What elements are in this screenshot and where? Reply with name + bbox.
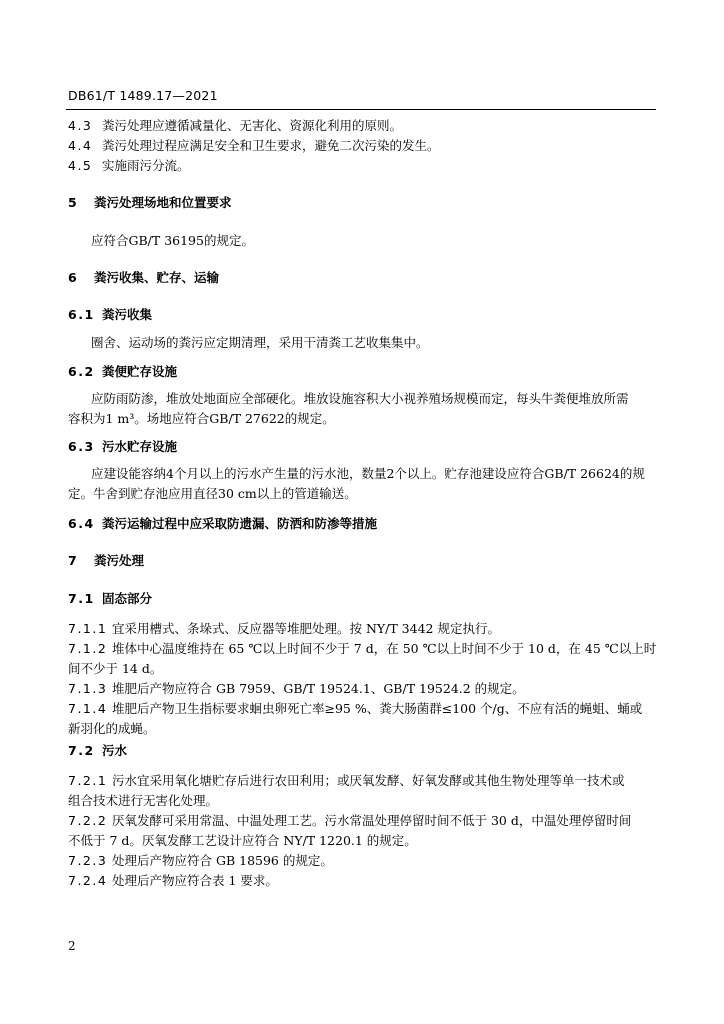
subsection-6-2-heading <box>68 362 658 382</box>
subsection-title: 粪便贮存设施 <box>102 364 178 379</box>
clause-text: 堆体中心温度维持在 65 ℃以上时间不少于 7 d，在 50 ℃以上时间不少于 10 d，在 45 ℃以上时 <box>112 641 657 656</box>
clause-number: 7.1.3 <box>68 681 108 696</box>
subsection-title: 粪污收集 <box>102 307 153 322</box>
clause-7-2-3 <box>68 851 658 871</box>
subsection-6-1-heading <box>68 305 658 325</box>
clause-text: 粪污处理过程应满足安全和卫生要求，避免二次污染的发生。 <box>102 138 440 153</box>
clause-text: 宜采用槽式、条垛式、反应器等堆肥处理。按 NY/T 3442 规定执行。 <box>112 621 500 636</box>
section-title: 粪污处理场地和位置要求 <box>94 195 232 210</box>
section-6-heading <box>68 268 658 288</box>
clause-number: 7.1.1 <box>68 621 108 636</box>
clause-7-2-1-continuation: 组合技术进行无害化处理。 <box>68 793 219 808</box>
clause-7-2-1 <box>68 771 658 791</box>
subsection-number: 7.1 <box>68 591 95 606</box>
section-5-body: 应符合GB/T 36195的规定。 <box>91 233 254 248</box>
clause-7-2-2 <box>68 811 658 831</box>
subsection-number: 6.1 <box>68 307 95 322</box>
clause-text: 处理后产物应符合 GB 18596 的规定。 <box>112 853 333 868</box>
clause-number: 7.2.2 <box>68 813 108 828</box>
header-rule <box>66 109 656 110</box>
subsection-number: 6.2 <box>68 364 95 379</box>
section-title: 粪污处理 <box>94 553 145 568</box>
clause-7-1-4 <box>68 699 658 719</box>
subsection-6-2-body-line1: 应防雨防渗，堆放处地面应全部硬化。堆放设施容积大小视养殖场规模而定，每头牛粪便堆放所需 <box>91 391 629 406</box>
subsection-6-3-heading <box>68 437 658 457</box>
clause-number: 4.5 <box>68 158 93 173</box>
clause-number: 4.4 <box>68 138 93 153</box>
subsection-title: 污水贮存设施 <box>102 439 178 454</box>
clause-number: 7.2.3 <box>68 853 108 868</box>
document-code: DB61/T 1489.17—2021 <box>68 88 218 103</box>
clause-number: 7.2.1 <box>68 773 108 788</box>
subsection-7-2-heading <box>68 741 658 761</box>
subsection-6-3-body-line2: 定。牛舍到贮存池应用直径30 cm以上的管道输送。 <box>68 486 357 501</box>
subsection-6-4-heading <box>68 514 658 534</box>
clause-text: 堆肥后产物卫生指标要求蛔虫卵死亡率≥95 %、粪大肠菌群≤100 个/g、不应有活的蝇蛆、蛹或 <box>112 701 643 716</box>
clause-text: 粪污处理应遵循减量化、无害化、资源化利用的原则。 <box>102 118 403 133</box>
clause-7-1-1 <box>68 619 658 639</box>
subsection-title: 污水 <box>102 743 128 758</box>
subsection-title: 固态部分 <box>102 591 153 606</box>
clause-7-1-4-continuation: 新羽化的成蝇。 <box>68 721 156 736</box>
section-number: 5 <box>68 195 79 210</box>
clause-number: 7.1.2 <box>68 641 108 656</box>
section-title: 粪污收集、贮存、运输 <box>94 270 220 285</box>
section-7-heading <box>68 551 658 571</box>
section-number: 7 <box>68 553 79 568</box>
clause-4-3 <box>68 116 658 136</box>
subsection-6-3-body-line1: 应建设能容纳4个月以上的污水产生量的污水池，数量2个以上。贮存池建设应符合GB/T 26624的规 <box>91 466 645 481</box>
section-number: 6 <box>68 270 79 285</box>
subsection-number: 6.4 <box>68 516 95 531</box>
clause-4-5 <box>68 156 658 176</box>
clause-7-2-4 <box>68 871 658 891</box>
clause-7-1-2-continuation: 间不少于 14 d。 <box>68 661 163 676</box>
clause-7-1-3 <box>68 679 658 699</box>
clause-text: 实施雨污分流。 <box>102 158 190 173</box>
clause-text: 堆肥后产物应符合 GB 7959、GB/T 19524.1、GB/T 19524.2 的规定。 <box>112 681 525 696</box>
clause-number: 7.2.4 <box>68 873 108 888</box>
subsection-7-1-heading <box>68 589 658 609</box>
subsection-title: 粪污运输过程中应采取防遗漏、防洒和防渗等措施 <box>102 516 378 531</box>
clause-7-1-2 <box>68 639 658 659</box>
clause-number: 4.3 <box>68 118 93 133</box>
subsection-6-2-body-line2: 容积为1 m³。场地应符合GB/T 27622的规定。 <box>68 411 335 426</box>
section-5-heading <box>68 193 658 213</box>
clause-text: 污水宜采用氧化塘贮存后进行农田利用；或厌氧发酵、好氧发酵或其他生物处理等单一技术或 <box>112 773 625 788</box>
subsection-6-1-body: 圈舍、运动场的粪污应定期清理，采用干清粪工艺收集集中。 <box>91 335 429 350</box>
clause-text: 厌氧发酵可采用常温、中温处理工艺。污水常温处理停留时间不低于 30 d，中温处理停留时间 <box>112 813 632 828</box>
subsection-number: 6.3 <box>68 439 95 454</box>
clause-4-4 <box>68 136 658 156</box>
subsection-number: 7.2 <box>68 743 95 758</box>
page-number: 2 <box>68 939 76 953</box>
clause-7-2-2-continuation: 不低于 7 d。厌氧发酵工艺设计应符合 NY/T 1220.1 的规定。 <box>68 833 417 848</box>
clause-number: 7.1.4 <box>68 701 108 716</box>
clause-text: 处理后产物应符合表 1 要求。 <box>112 873 278 888</box>
